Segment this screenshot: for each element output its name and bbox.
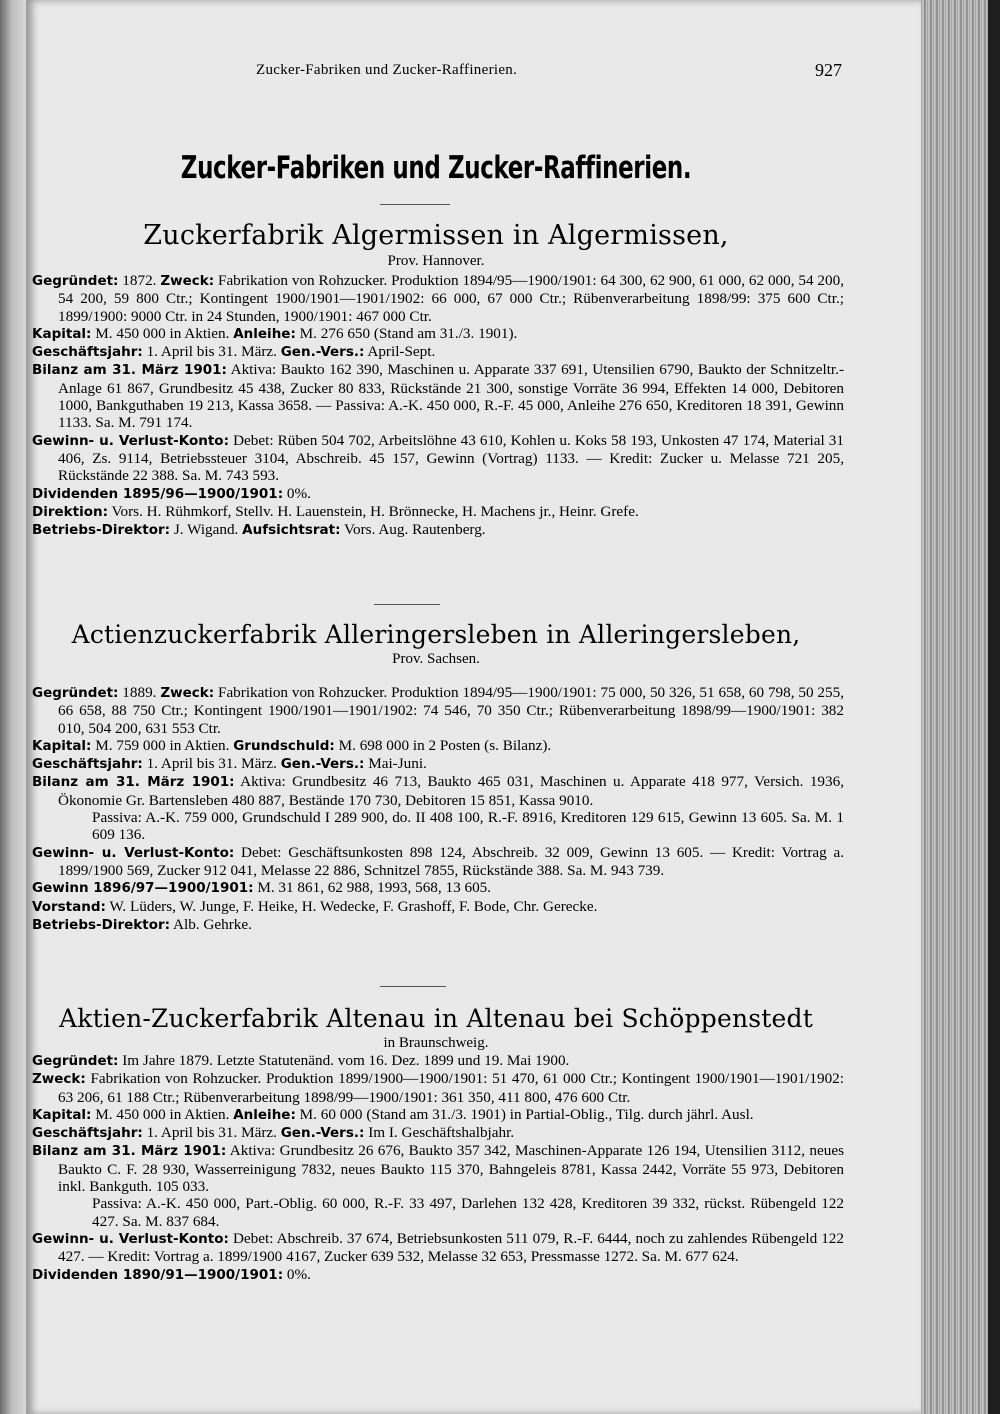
field-text: M. 450 000 in Aktien. bbox=[91, 324, 234, 342]
field-label: Geschäftsjahr: bbox=[32, 756, 143, 773]
field-text: Aktiva: Grundbesitz 26 676, Baukto 357 342, Maschinen-Apparate 126 194, Utensilien 3112, neues Baukto C. F. 28 930, Wasserreinigung 7832, neues Baukto 115 370, Bahngeleis 8781, Kassa 2442, Vorräte 55 973, Debitoren inkl. Bankguth. 105 033. bbox=[58, 1142, 844, 1196]
following-pages-edge bbox=[921, 0, 1000, 1414]
entry-paragraph bbox=[32, 343, 844, 361]
entry-paragraph bbox=[32, 737, 844, 755]
field-label: Geschäftsjahr: bbox=[32, 344, 143, 361]
field-label: Zweck: bbox=[160, 273, 215, 289]
field-text: M. 60 000 (Stand am 31./3. 1901) in Partial-Oblig., Tilg. durch jährl. Ausl. bbox=[295, 1105, 754, 1123]
field-text: Mai-Juni. bbox=[364, 755, 427, 773]
field-text: Debet: Rüben 504 702, Arbeitslöhne 43 610, Kohlen u. Koks 58 193, Unkosten 47 174, Material 31 406, Zs. 9114, Betriebssteuer 3104, Abschreib. 45 157, Gewinn (Vortrag) 1133. — Kredit: Zucker u. Melasse 721 205, Rückstände 22 388. Sa. M. 743 593. bbox=[58, 431, 844, 485]
company-location: Prov. Hannover. bbox=[387, 253, 485, 269]
field-label: Gen.-Vers.: bbox=[280, 1125, 365, 1142]
company-location: in Braunschweig. bbox=[383, 1035, 489, 1051]
field-text: 0%. bbox=[283, 484, 311, 502]
field-label: Gen.-Vers.: bbox=[280, 344, 365, 361]
field-text: Alb. Gehrke. bbox=[170, 915, 252, 933]
entry-paragraph bbox=[32, 325, 844, 343]
field-label: Betriebs-Direktor: bbox=[32, 522, 171, 539]
field-label: Gewinn- u. Verlust-Konto: bbox=[32, 432, 229, 449]
field-label: Bilanz am 31. März 1901: bbox=[32, 1143, 227, 1160]
entry-paragraph bbox=[32, 361, 844, 431]
field-label: Kapital: bbox=[32, 1106, 92, 1123]
company-location: Prov. Sachsen. bbox=[392, 651, 480, 667]
entry-paragraph bbox=[32, 1124, 844, 1142]
entry-paragraph bbox=[32, 898, 844, 916]
entry-paragraph bbox=[32, 1052, 844, 1070]
page bbox=[26, 0, 921, 1414]
field-text: Passiva: A.-K. 450 000, Part.-Oblig. 60 000, R.-F. 33 497, Darlehen 132 428, Kreditoren 39 332, rückst. Rübengeld 122 427. Sa. M. 837 684. bbox=[92, 1195, 844, 1230]
field-label: Bilanz am 31. März 1901: bbox=[32, 774, 235, 791]
running-head: Zucker-Fabriken und Zucker-Raffinerien. bbox=[256, 62, 518, 78]
field-label: Vorstand: bbox=[32, 898, 106, 915]
field-text: Im I. Geschäftshalbjahr. bbox=[364, 1124, 515, 1142]
field-label: Gegründet: bbox=[32, 273, 119, 289]
field-label: Kapital: bbox=[32, 325, 92, 342]
entry-paragraph bbox=[32, 809, 844, 844]
field-text: Im Jahre 1879. Letzte Statutenänd. vom 16. Dez. 1899 und 19. Mai 1900. bbox=[118, 1052, 570, 1069]
field-label: Gen.-Vers.: bbox=[280, 756, 365, 773]
field-label: Anleihe: bbox=[233, 325, 296, 342]
company-entry bbox=[32, 1052, 844, 1284]
company-name: Aktien-Zuckerfabrik Altenau in Altenau bei Schöppenstedt bbox=[59, 1004, 813, 1033]
entry-paragraph bbox=[32, 684, 844, 737]
company-entry bbox=[32, 684, 844, 934]
entry-paragraph bbox=[32, 755, 844, 773]
field-text: Fabrikation von Rohzucker. Produktion 1894/95—1900/1901: 75 000, 50 326, 51 658, 60 798, 50 255, 66 658, 88 750 Ctr.; Kontingent 1900/1901—1901/1902: 74 546, 70 350 Ctr.; Rübenverarbeitung 1898/99—1900/1901: 382 010, 504 200, 631 553 Ctr. bbox=[58, 684, 844, 737]
entry-paragraph bbox=[32, 272, 844, 325]
field-text: April-Sept. bbox=[364, 343, 436, 361]
field-label: Bilanz am 31. März 1901: bbox=[32, 362, 227, 379]
field-text: W. Lüders, W. Junge, F. Heike, H. Wedecke, F. Grashoff, F. Bode, Chr. Gerecke. bbox=[105, 897, 598, 915]
entry-paragraph bbox=[32, 844, 844, 880]
field-text: M. 450 000 in Aktien. bbox=[91, 1105, 234, 1123]
field-text: 1872. bbox=[118, 272, 161, 289]
entry-paragraph bbox=[32, 1266, 844, 1284]
field-label: Zweck: bbox=[32, 1071, 86, 1088]
field-label: Zweck: bbox=[160, 685, 215, 701]
company-heading bbox=[26, 1004, 846, 1052]
binding-gutter bbox=[988, 0, 1000, 1414]
entry-paragraph bbox=[32, 503, 844, 521]
field-label: Gegründet: bbox=[32, 685, 119, 701]
previous-page-edge bbox=[0, 0, 26, 1414]
field-label: Gegründet: bbox=[32, 1053, 119, 1069]
entry-paragraph bbox=[32, 1230, 844, 1266]
field-text: Debet: Abschreib. 37 674, Betriebsunkosten 511 079, R.-F. 6444, noch zu zahlendes Rübengeld 122 427. — Kredit: Vortrag a. 1899/1900 4167, Zucker 639 532, Melasse 32 653, Pressmasse 1272. Sa. M. 677 624. bbox=[58, 1229, 844, 1266]
field-label: Dividenden 1890/91—1900/1901: bbox=[32, 1266, 284, 1283]
field-text: M. 31 861, 62 988, 1993, 568, 13 605. bbox=[253, 879, 492, 897]
field-label: Gewinn- u. Verlust-Konto: bbox=[32, 844, 235, 861]
field-label: Grundschuld: bbox=[233, 737, 335, 754]
entry-rule bbox=[374, 604, 440, 605]
field-text: 0%. bbox=[283, 1265, 311, 1283]
entry-paragraph bbox=[32, 916, 844, 934]
field-label: Geschäftsjahr: bbox=[32, 1125, 143, 1142]
field-text: M. 276 650 (Stand am 31./3. 1901). bbox=[295, 324, 518, 342]
field-text: 1889. bbox=[118, 684, 161, 701]
field-text: Vors. Aug. Rautenberg. bbox=[340, 521, 486, 539]
field-text: Aktiva: Grundbesitz 46 713, Baukto 465 031, Maschinen u. Apparate 418 977, Versich. 1936, Ökonomie Gr. Bartensleben 480 887, Bestände 170 730, Debitoren 15 851, Kassa 9010. bbox=[58, 773, 845, 809]
entry-paragraph bbox=[32, 773, 844, 809]
entry-paragraph bbox=[32, 485, 844, 503]
field-text: Vors. H. Rühmkorf, Stellv. H. Lauenstein, H. Brönnecke, H. Machens jr., Heinr. Grefe. bbox=[108, 502, 639, 520]
entry-paragraph bbox=[32, 1195, 844, 1230]
section-title: Zucker-Fabriken und Zucker-Raffinerien. bbox=[180, 150, 692, 186]
entry-paragraph bbox=[32, 1142, 844, 1195]
field-text: Debet: Geschäftsunkosten 898 124, Abschreib. 32 009, Gewinn 13 605. — Kredit: Vortrag a. 1899/1900 569, Zucker 912 041, Melasse 22 886, Schnitzel 7855, Rückstände 388. Sa. M. 943 739. bbox=[58, 843, 844, 879]
title-rule bbox=[380, 204, 450, 205]
field-text: 1. April bis 31. März. bbox=[142, 343, 281, 361]
entry-paragraph bbox=[32, 879, 844, 897]
field-label: Kapital: bbox=[32, 737, 92, 754]
field-text: Fabrikation von Rohzucker. Produktion 1899/1900—1900/1901: 51 470, 61 000 Ctr.; Kontingent 1900/1901—1901/1902: 63 206, 61 188 Ctr.; Rübenverarbeitung 1898/99—1900/1901: 361 350, 411 800, 476 600 Ctr. bbox=[58, 1070, 844, 1106]
page-number: 927 bbox=[815, 60, 842, 80]
field-text: M. 759 000 in Aktien. bbox=[91, 736, 234, 754]
field-text: Fabrikation von Rohzucker. Produktion 1894/95—1900/1901: 64 300, 62 900, 61 000, 62 000, 54 200, 54 200, 59 800 Ctr.; Kontingent 1900/1901—1901/1902: 66 000, 67 000 Ctr.; Rübenverarbeitung 1898/99: 375 600 Ctr.; 1899/1900: 9000 Ctr. in 24 Stunden, 1900/1901: 467 000 Ctr. bbox=[58, 272, 844, 325]
company-heading bbox=[26, 620, 846, 668]
entry-paragraph bbox=[32, 521, 844, 539]
company-name: Zuckerfabrik Algermissen in Algermissen, bbox=[143, 220, 729, 251]
company-entry bbox=[32, 272, 844, 539]
entry-paragraph bbox=[32, 1070, 844, 1106]
field-text: 1. April bis 31. März. bbox=[142, 1124, 281, 1142]
field-label: Dividenden 1895/96—1900/1901: bbox=[32, 485, 284, 502]
company-heading bbox=[26, 220, 846, 270]
field-text: Passiva: A.-K. 759 000, Grundschuld I 289 900, do. II 408 100, R.-F. 8916, Kreditoren 129 615, Gewinn 13 605. Sa. M. 1 609 136. bbox=[92, 809, 844, 844]
field-text: 1. April bis 31. März. bbox=[142, 755, 281, 773]
field-label: Gewinn 1896/97—1900/1901: bbox=[32, 880, 254, 897]
field-text: J. Wigand. bbox=[170, 521, 243, 539]
field-text: Aktiva: Baukto 162 390, Maschinen u. Apparate 337 691, Utensilien 6790, Baukto der Schnitzeltr.-Anlage 61 867, Grundbesitz 45 438, Zucker 80 833, Rückstände 21 300, sonstige Vorräte 36 994, Effekten 14 000, Debitoren 1000, Bankguthaben 19 213, Kassa 3658. — Passiva: A.-K. 450 000, R.-F. 45 000, Anleihe 276 650, Kreditoren 18 391, Gewinn 1133. Sa. M. 791 174. bbox=[58, 361, 845, 432]
field-label: Direktion: bbox=[32, 503, 108, 520]
field-text: M. 698 000 in 2 Posten (s. Bilanz). bbox=[334, 736, 552, 754]
field-label: Gewinn- u. Verlust-Konto: bbox=[32, 1230, 229, 1247]
field-label: Anleihe: bbox=[233, 1106, 296, 1123]
entry-paragraph bbox=[32, 1106, 844, 1124]
field-label: Betriebs-Direktor: bbox=[32, 916, 171, 933]
entry-paragraph bbox=[32, 432, 844, 485]
entry-rule bbox=[380, 986, 446, 987]
field-label: Aufsichtsrat: bbox=[242, 522, 341, 539]
company-name: Actienzuckerfabrik Alleringersleben in Alleringersleben, bbox=[71, 620, 801, 649]
